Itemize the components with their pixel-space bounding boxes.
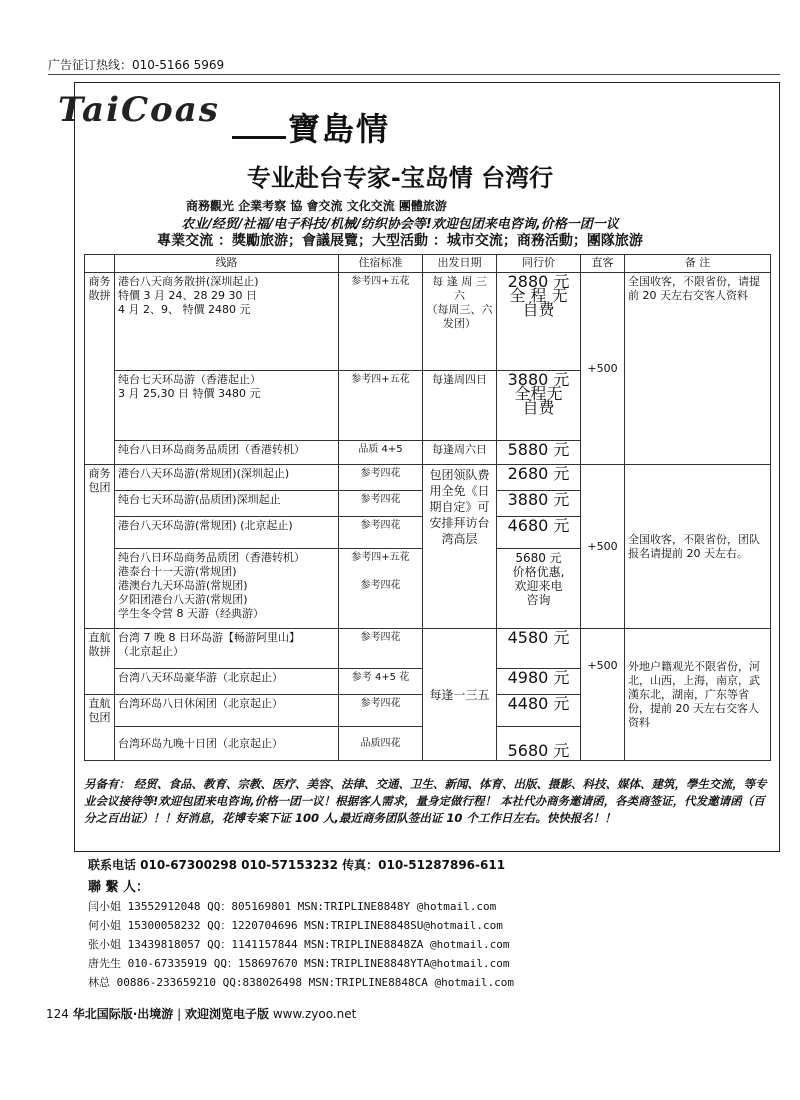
- hotel-cell: 参考四+五花 参考四花: [339, 549, 423, 629]
- route-cell: 台湾八天环岛豪华游（北京起止）: [115, 669, 339, 695]
- date-cell: 每 逢 周 三 六 （每周三、六发团）: [423, 273, 497, 371]
- route-cell: 纯台八日环岛商务品质团（香港转机） 港泰台十一天游(常规团) 港澳台九天环岛游(常规团) 夕阳团港台八天游(常规团) 学生冬令营 8 天游（经典游）: [115, 549, 339, 629]
- date-cell: 每逢一三五: [423, 629, 497, 761]
- subtitle-services: 商務觀光 企業考察 協 會交流 文化交流 團體旅游: [186, 199, 447, 213]
- price-cell: 2880 元 全 程 无 自费: [497, 273, 581, 371]
- date-cell: 包团领队费用全免《日期自定》可安排拜访台湾高层: [423, 465, 497, 629]
- price-cell: 3880 元: [497, 491, 581, 517]
- route-cell: 台湾 7 晚 8 日环岛游【畅游阿里山】 （北京起止）: [115, 629, 339, 669]
- hotel-cell: 参考 4+5 花: [339, 669, 423, 695]
- contact-person: 林总 00886-233659210 QQ:838026498 MSN:TRIPLINE8848CA @hotmail.com: [88, 976, 514, 989]
- table-header-row: [85, 255, 771, 273]
- hotel-cell: 参考四花: [339, 695, 423, 727]
- hotel-cell: 参考四+五花: [339, 273, 423, 371]
- route-cell: 港台八天环岛游(常规团) (北京起止): [115, 517, 339, 549]
- page-number: 124: [46, 1007, 69, 1021]
- contact-label: 聯 繫 人：: [88, 880, 150, 895]
- note-cell: 外地户籍观光不限省份，河北，山西，上海，南京，武漢东北，湖南，广东等省份，提前 20 天左右交客人资料: [625, 629, 771, 761]
- direct-price-cell: +500: [581, 629, 625, 761]
- price-cell: 5680 元 价格优惠, 欢迎来电 咨询: [497, 549, 581, 629]
- price-cell: 5680 元: [497, 727, 581, 761]
- table-row: [85, 465, 771, 491]
- price-cell: 4980 元: [497, 669, 581, 695]
- route-cell: 纯台七天环岛游（香港起止） 3 月 25,30 日 特價 3480 元: [115, 371, 339, 441]
- page-footer: [46, 1005, 356, 1022]
- footer-url: www.zyoo.net: [272, 1007, 357, 1021]
- date-cell: 每逢周四日: [423, 371, 497, 441]
- contact-person: 闫小姐 13552912048 QQ：805169801 MSN:TRIPLINE8848Y @hotmail.com: [88, 900, 497, 913]
- contact-phone-line: 联系电话 010-67300298 010-57153232 传真：010-51287896-611: [88, 858, 506, 872]
- brand-logo: TaiCoas: [58, 90, 220, 130]
- footer-slogan: 欢迎浏览电子版: [184, 1007, 269, 1021]
- col-header-hotel: 住宿标准: [339, 255, 423, 273]
- route-cell: 纯台八日环岛商务品质团（香港转机）: [115, 441, 339, 465]
- route-cell: 港台八天环岛游(常规团)(深圳起止): [115, 465, 339, 491]
- note-cell: 全国收客，不限省份，团队报名请提前 20 天左右。: [625, 465, 771, 629]
- top-divider: [48, 74, 780, 75]
- route-cell: 台湾环岛八日休闲团（北京起止）: [115, 695, 339, 727]
- hotel-cell: 参考四+五花: [339, 371, 423, 441]
- contact-person: 何小姐 15300058232 QQ：1220704696 MSN:TRIPLINE8848SU@hotmail.com: [88, 919, 503, 932]
- hotel-cell: 品质四花: [339, 727, 423, 761]
- note-cell: 全国收客，不限省份，请提前 20 天左右交客人资料: [625, 273, 771, 465]
- price-cell: 3880 元 全程无 自费: [497, 371, 581, 441]
- hotel-cell: 参考四花: [339, 517, 423, 549]
- date-cell: 每逢周六日: [423, 441, 497, 465]
- footer-divider: |: [177, 1007, 185, 1021]
- direct-price-cell: +500: [581, 465, 625, 629]
- route-cell: 纯台七天环岛游(品质团)深圳起止: [115, 491, 339, 517]
- extra-services-note: 另备有： 经贸、食品、教育、宗教、医疗、美容、法律、交通、卫生、新闻、体育、出版、摄影、科技、媒体、建筑，學生交流，等专业会议接待等!欢迎包团来电咨询,价格一团一议！根据客人需求，量身定做行程！ 本社代办商务邀请函，各类商签证，代发邀请函（百分之百出证）！！好消息，花博专案下证 100 人,最近商务团队签出证 10 个工作日左右。快快报名！！: [84, 777, 767, 825]
- brand-title: 寶島情: [288, 110, 391, 148]
- hotel-cell: 参考四花: [339, 629, 423, 669]
- route-cell: 台湾环岛九晚十日团（北京起止）: [115, 727, 339, 761]
- subtitle-exchanges: 專業交流 ：獎勵旅游；會議展覽；大型活動 ：城市交流；商務活動；團隊旅游: [157, 233, 643, 249]
- route-cell: 港台八天商务散拼(深圳起止) 特價 3 月 24、28 29 30 日 4 月 2、9、 特價 2480 元: [115, 273, 339, 371]
- col-header-direct: 直客: [581, 255, 625, 273]
- contact-person: 张小姐 13439818057 QQ：1141157844 MSN:TRIPLINE8848ZA @hotmail.com: [88, 938, 510, 951]
- contact-person: 唐先生 010-67335919 QQ：158697670 MSN:TRIPLINE8848YTA@hotmail.com: [88, 957, 510, 970]
- direct-price-cell: +500: [581, 273, 625, 465]
- hotel-cell: 参考四花: [339, 465, 423, 491]
- price-cell: 5880 元: [497, 441, 581, 465]
- publication-name: 华北国际版·出境游: [72, 1007, 174, 1021]
- price-cell: 4680 元: [497, 517, 581, 549]
- col-header-price: 同行价: [497, 255, 581, 273]
- category-cell: 商务散拼: [85, 273, 115, 465]
- subtitle-associations: 农业/经贸/社福/电子科技/机械/纺织协会等!欢迎包团来电咨询,价格一团一议: [181, 217, 619, 232]
- logo-rule: [232, 136, 286, 139]
- col-header-note: 备 注: [625, 255, 771, 273]
- col-header-route: 线路: [115, 255, 339, 273]
- price-cell: 4580 元: [497, 629, 581, 669]
- col-header-date: 出发日期: [423, 255, 497, 273]
- price-cell: 4480 元: [497, 695, 581, 727]
- price-cell: 2680 元: [497, 465, 581, 491]
- col-header-category: [85, 255, 115, 273]
- category-cell: 商务包团: [85, 465, 115, 629]
- table-row: [85, 273, 771, 371]
- category-cell: 直航散拼: [85, 629, 115, 695]
- table-row: [85, 629, 771, 669]
- itinerary-table: [84, 254, 771, 761]
- hotel-cell: 参考四花: [339, 491, 423, 517]
- page-title: 专业赴台专家-宝岛情 台湾行: [246, 164, 554, 192]
- ad-hotline: 广告征订热线：010-5166 5969: [48, 58, 225, 72]
- category-cell: 直航包团: [85, 695, 115, 761]
- hotel-cell: 品质 4+5: [339, 441, 423, 465]
